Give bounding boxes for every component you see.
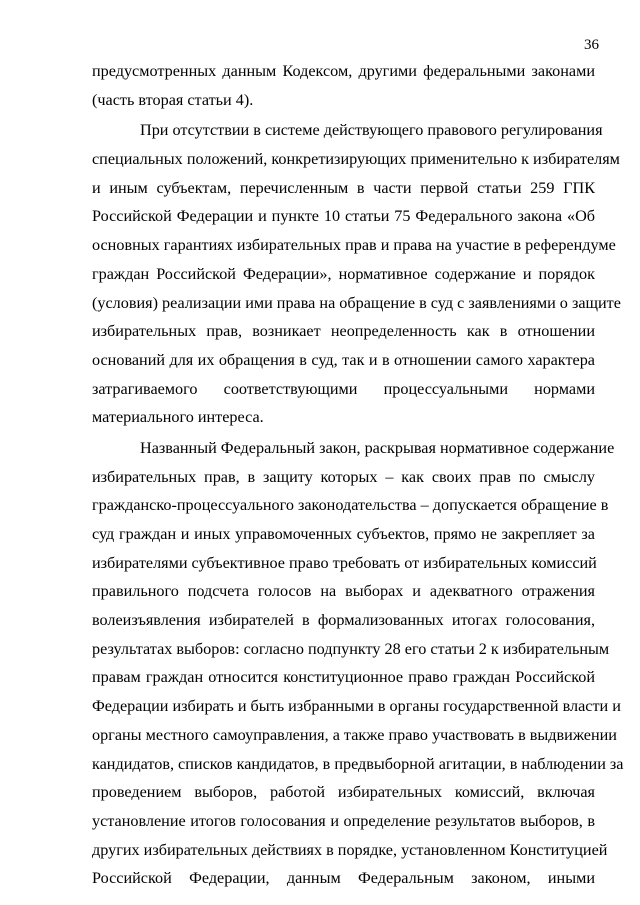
- text-line: Российской Федерации и пункте 10 статьи 75 Федерального закона «Об: [92, 207, 595, 226]
- text-line: Российской Федерации, данным Федеральным законом, иными: [92, 869, 595, 888]
- text-line: специальных положений, конкретизирующих применительно к избирателям: [92, 150, 620, 169]
- text-line: избирательных прав, в защиту которых – как своих прав по смыслу: [92, 467, 595, 486]
- text-line: кандидатов, списков кандидатов, в предвыборной агитации, в наблюдении за: [92, 754, 624, 773]
- text-line: органы местного самоуправления, а также право участвовать в выдвижении: [92, 725, 617, 744]
- text-line: затрагиваемого соответствующими процессуальными нормами: [92, 379, 595, 398]
- text-line: избирателями субъективное право требовать от избирательных комиссий: [92, 553, 597, 572]
- paragraph-2: [92, 116, 621, 432]
- text-line: избирательных прав, возникает неопределенность как в отношении: [92, 322, 595, 341]
- text-line: и иным субъектам, перечисленным в части первой статьи 259 ГПК: [92, 178, 595, 197]
- text-line: (условия) реализации ими права на обращение в суд с заявлениями о защите: [92, 293, 621, 312]
- paragraph-3: [92, 434, 624, 893]
- paragraph-1: [92, 57, 595, 114]
- text-line: предусмотренных данным Кодексом, другими федеральными законами: [92, 62, 595, 80]
- text-line: оснований для их обращения в суд, так и в отношении самого характера: [92, 350, 595, 369]
- text-line: других избирательных действиях в порядке, установленном Конституцией: [92, 840, 608, 859]
- text-line: гражданско-процессуального законодательства – допускается обращение в: [92, 496, 609, 515]
- text-line: правильного подсчета голосов на выборах и адекватного отражения: [92, 582, 595, 601]
- text-line: правам граждан относится конституционное право граждан Российской: [92, 668, 595, 687]
- page-number: 36: [584, 37, 599, 53]
- text-line: проведением выборов, работой избирательных комиссий, включая: [92, 783, 595, 802]
- document-body: [92, 57, 624, 893]
- text-line: суд граждан и иных управомоченных субъектов, прямо не закрепляет за: [92, 525, 595, 543]
- text-line: Федерации избирать и быть избранными в органы государственной власти и: [92, 697, 621, 716]
- text-line: установление итогов голосования и определение результатов выборов, в: [92, 811, 595, 830]
- text-line: При отсутствии в системе действующего правового регулирования: [140, 121, 603, 140]
- text-line: материального интереса.: [92, 408, 264, 427]
- text-line: волеизъявления избирателей в формализованных итогах голосования,: [92, 611, 595, 630]
- text-line: основных гарантиях избирательных прав и права на участие в референдуме: [92, 236, 616, 255]
- text-line: Названный Федеральный закон, раскрывая нормативное содержание: [140, 438, 615, 457]
- text-line: граждан Российской Федерации», нормативное содержание и порядок: [92, 264, 595, 283]
- text-line: результатах выборов: согласно подпункту 28 его статьи 2 к избирательным: [92, 639, 610, 658]
- text-line: (часть вторая статьи 4).: [92, 90, 254, 109]
